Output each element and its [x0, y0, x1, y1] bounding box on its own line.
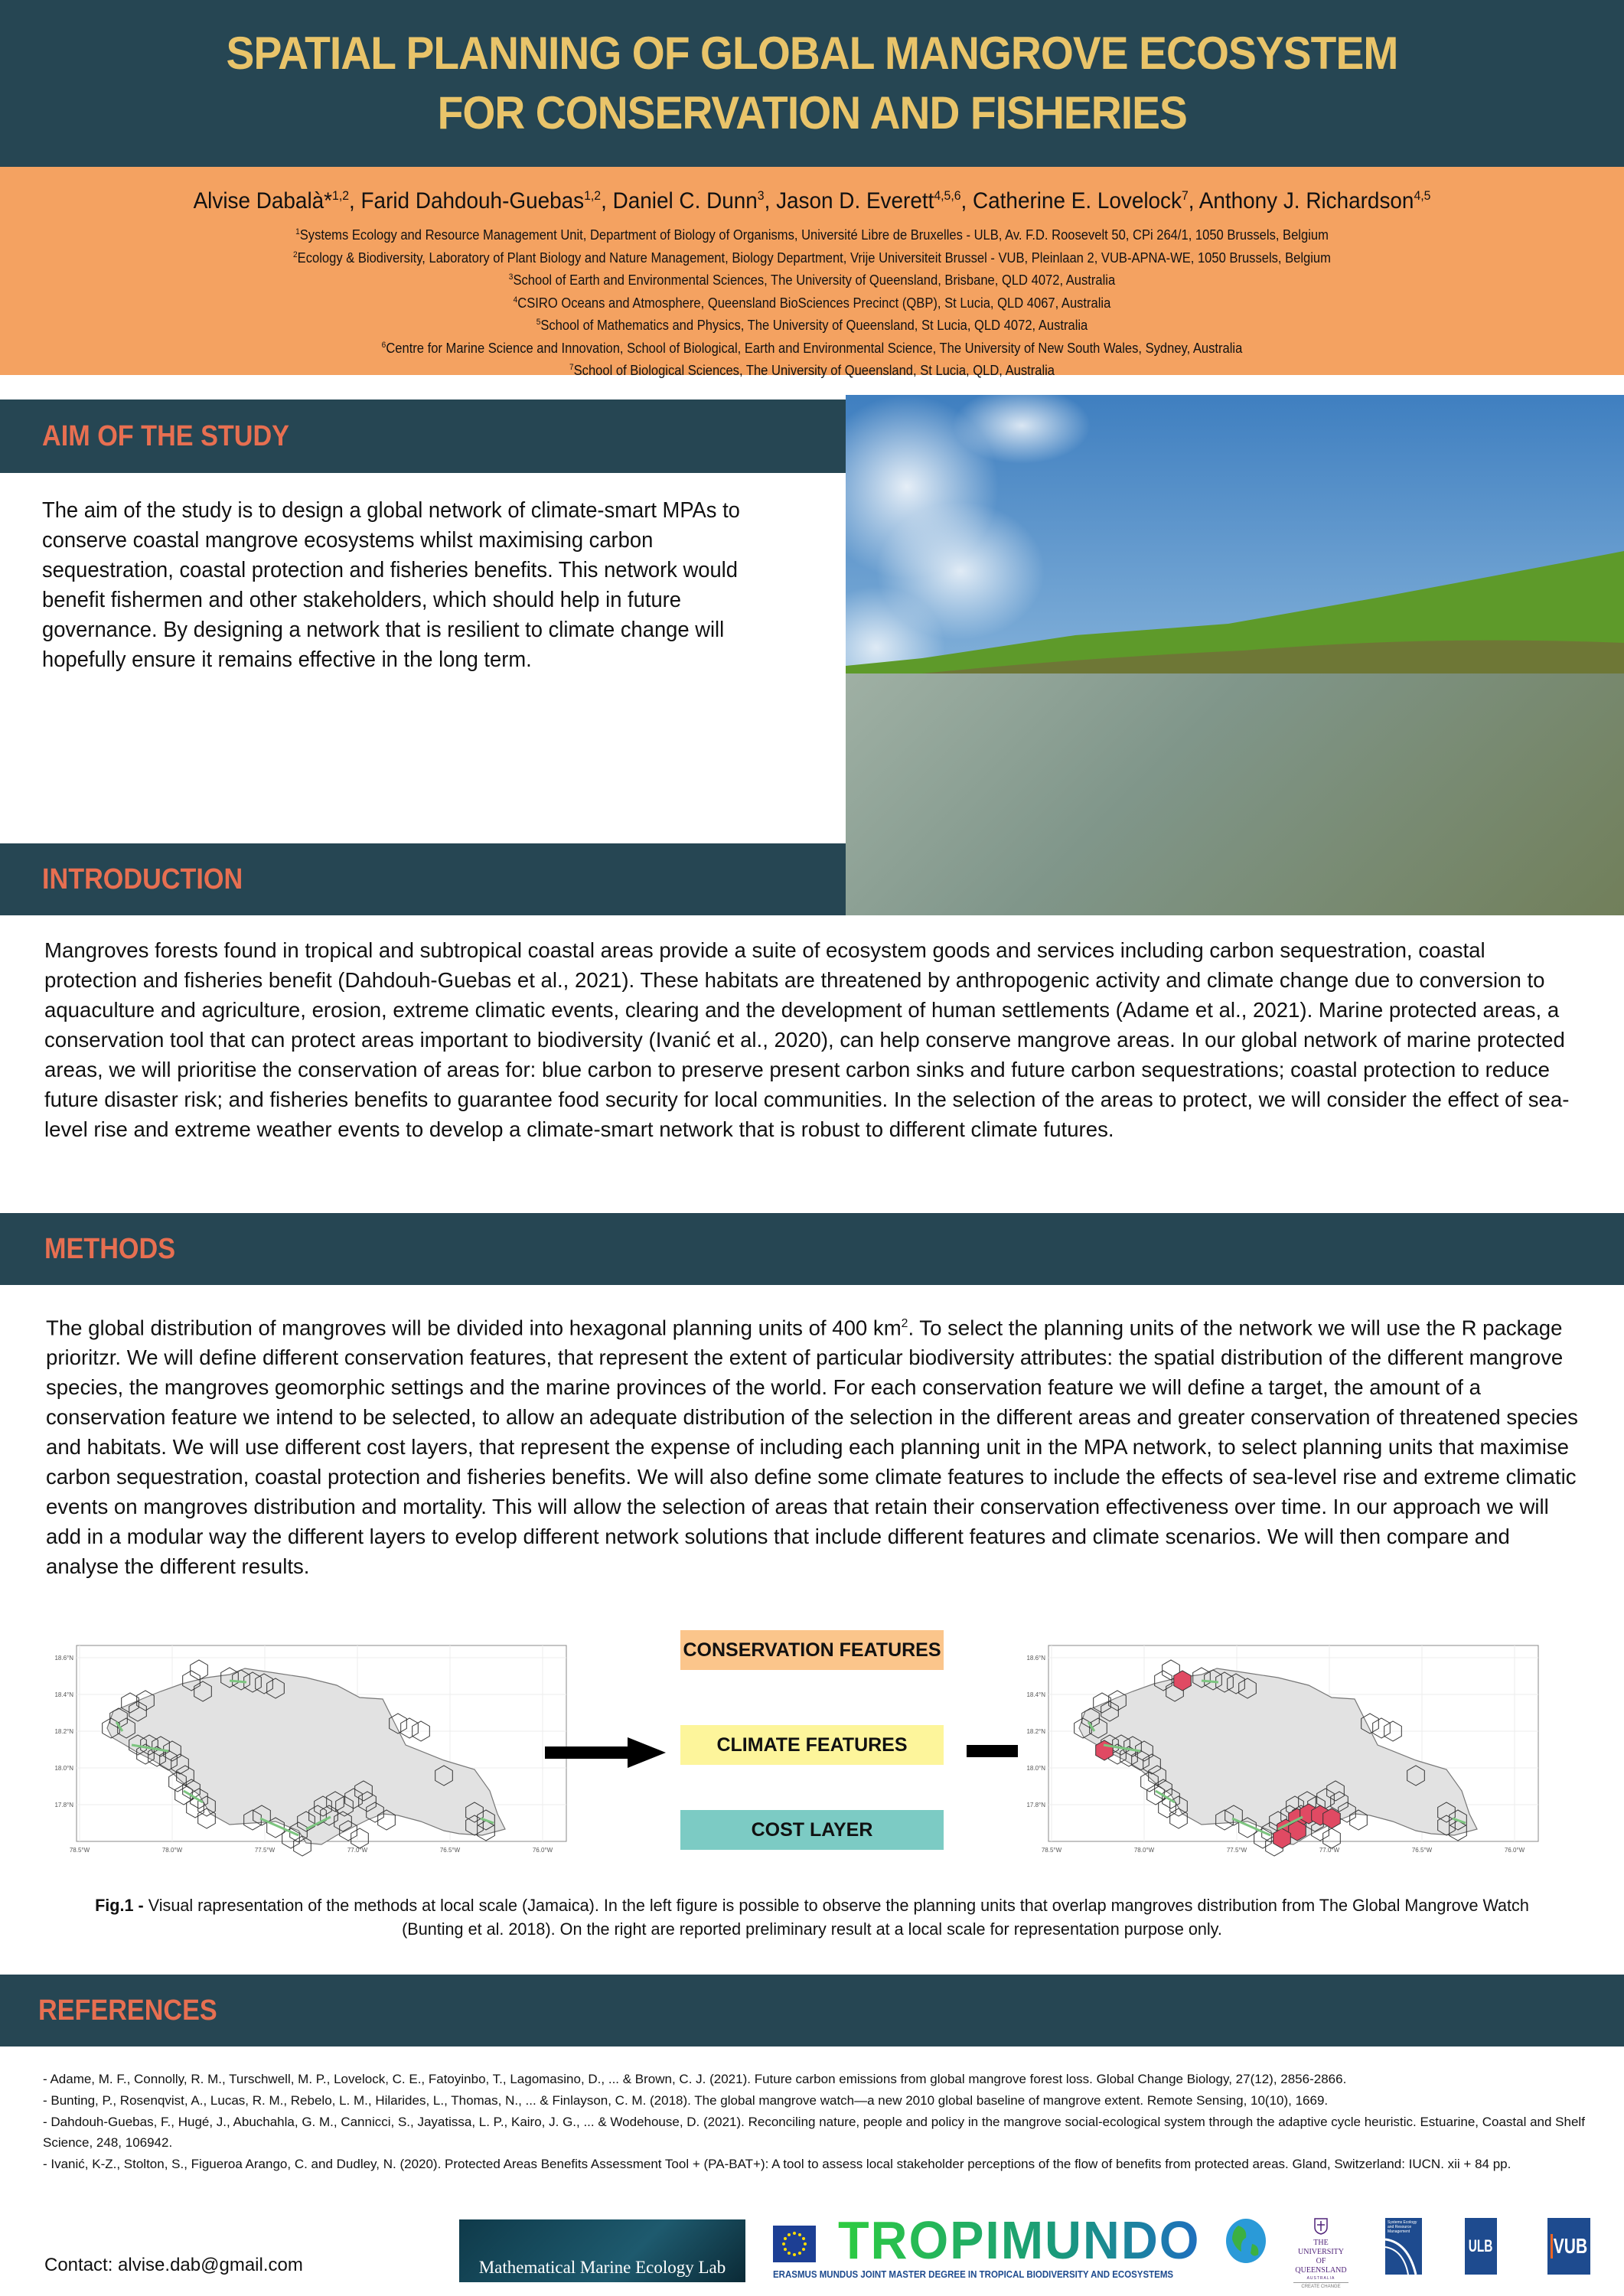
methods-text-part1: The global distribution of mangroves will be divided into hexagonal planning units of 400 km — [46, 1316, 902, 1340]
poster-title-line1: SPATIAL PLANNING OF GLOBAL MANGROVE ECOSYSTEM — [226, 28, 1398, 79]
affiliation — [65, 291, 1559, 314]
photo-shoreline — [846, 551, 1624, 689]
methods-heading-band — [0, 1213, 1624, 1285]
methods-text-sup: 2 — [901, 1317, 908, 1330]
author-affiliation-index: 7 — [1181, 188, 1189, 203]
map-x-tick-label: 78.0°W — [161, 1847, 183, 1854]
map-y-tick-label: 17.8°N — [54, 1802, 73, 1808]
map-left — [46, 1638, 582, 1860]
map-x-tick-label: 78.5°W — [1041, 1847, 1062, 1854]
affiliation-list — [0, 223, 1624, 381]
poster-title-line2: FOR CONSERVATION AND FISHERIES — [437, 87, 1187, 139]
affiliation — [65, 358, 1559, 381]
map-y-tick-label: 18.2°N — [1026, 1728, 1045, 1735]
globe-icon — [1225, 2218, 1267, 2264]
affiliation-text: School of Mathematics and Physics, The University of Queensland, St Lucia, QLD 4072, Australia — [540, 318, 1088, 333]
affiliation-index: 1 — [295, 227, 300, 236]
tropimundo-subtitle: ERASMUS MUNDUS JOINT MASTER DEGREE IN TROPICAL BIODIVERSITY AND ECOSYSTEMS — [773, 2269, 1174, 2280]
map-y-tick-label: 18.0°N — [54, 1765, 73, 1772]
reference-item: - Adame, M. F., Connolly, R. M., Turschwell, M. P., Lovelock, C. E., Fatoyinbo, T., Lagomasino, D., ... & Brown, C. J. (2021). Future carbon emissions from global mangrove forest loss. Global Change Biology, 27(12), 2856-2866. — [43, 2072, 1347, 2086]
arrow-right-icon — [545, 1737, 675, 1768]
university-of-queensland-logo — [1293, 2218, 1348, 2289]
introduction-heading: INTRODUCTION — [42, 863, 243, 895]
climate-features-box: CLIMATE FEATURES — [680, 1725, 944, 1765]
references-heading: REFERENCES — [38, 1994, 217, 2027]
author-affiliation-index: 4,5 — [1414, 188, 1431, 203]
affiliation-text: Ecology & Biodiversity, Laboratory of Plant Biology and Nature Management, Biology Department, Vrije Universiteit Brussel - VUB, Pleinlaan 2, VUB-APNA-WE, 1050 Brussels, Belgium — [297, 249, 1331, 266]
map-x-tick-label: 76.5°W — [439, 1847, 461, 1854]
affiliation — [65, 313, 1559, 336]
methods-heading: METHODS — [44, 1232, 175, 1265]
author-separator: , — [1188, 188, 1199, 214]
serm-logo — [1385, 2218, 1422, 2275]
reference-item: - Ivanić, K-Z., Stolton, S., Figueroa Arango, C. and Dudley, N. (2020). Protected Areas Benefits Assessment Tool + (PA-BAT+): A tool to assess local stakeholder perceptions of the flow of benefits from protected areas. Gland, Switzerland: IUCN. xii + 84 pp. — [43, 2157, 1511, 2171]
reference-item: - Dahdouh-Guebas, F., Hugé, J., Abuchahla, G. M., Cannicci, S., Jayatissa, L. P., Kairo, J. G., ... & Wodehouse, D. (2021). Reconciling nature, people and policy in the mangrove social-ecological system through the adaptive cycle heuristic. Estuarine, Coastal and Shelf Science, 248, 106942. — [43, 2115, 1585, 2150]
map-y-tick-label: 18.6°N — [54, 1655, 73, 1662]
uq-logo-line4: CREATE CHANGE — [1293, 2282, 1348, 2291]
methods-text-part2: . To select the planning units of the network we will use the R package prioritzr. We will define different conservation features, that represent the extent of particular biodiversity attributes: the spatial distribution of the different mangrove species, the mangroves geomorphic settings and the marine provinces of the world. For each conservation feature we will define a target, the amount of a conservation feature we intend to be selected, to allow an adequate distribution of the selection in the different areas and greater conservation of threatened species and habitats. We will use different cost layers, that represent the expense of including each planning unit in the MPA network, to select planning units that maximise carbon sequestration, coastal protection and fisheries benefits. We will also define some climate features to include the effects of sea-level rise and extreme climatic events on mangroves distribution and mortality. This will allow the selection of areas that retain their conservation effectiveness over time. In our approach we will add in a modular way the different layers to evelop different network solutions that include different features and climate scenarios. We will then compare and analyse the different results. — [46, 1316, 1578, 1579]
affiliation-text: School of Biological Sciences, The University of Queensland, St Lucia, QLD, Australia — [573, 363, 1055, 378]
map-x-tick-label: 76.0°W — [532, 1847, 553, 1854]
map-y-tick-label: 18.4°N — [1026, 1691, 1045, 1698]
contact-email: Contact: alvise.dab@gmail.com — [44, 2255, 303, 2275]
affiliation-index: 5 — [536, 318, 541, 327]
map-x-tick-label: 78.0°W — [1133, 1847, 1155, 1854]
figure-caption — [77, 1893, 1547, 1941]
photo-water-surface — [846, 673, 1624, 915]
map-y-tick-label: 18.4°N — [54, 1691, 73, 1698]
author-name: Farid Dahdouh-Guebas — [360, 188, 585, 214]
author-name: Jason D. Everett — [776, 188, 934, 214]
affiliation-text: Centre for Marine Science and Innovation, School of Biological, Earth and Environmental Science, The University of New South Wales, Sydney, Australia — [386, 340, 1243, 356]
ulb-logo — [1465, 2218, 1497, 2275]
map-x-tick-label: 77.5°W — [254, 1847, 276, 1854]
serm-logo-text: Systems Ecology and Resource Management — [1388, 2220, 1417, 2234]
affiliation-index: 2 — [293, 249, 298, 259]
mangrove-distribution — [1202, 1681, 1218, 1682]
affiliation-text: CSIRO Oceans and Atmosphere, Queensland BioSciences Precinct (QBP), St Lucia, QLD 4067, Australia — [517, 295, 1111, 311]
author-name: Anthony J. Richardson — [1198, 188, 1414, 214]
affiliation — [65, 336, 1559, 359]
ulb-logo-text: ULB — [1469, 2236, 1493, 2255]
introduction-heading-band — [0, 843, 846, 915]
tropimundo-logo — [838, 2210, 1244, 2270]
affiliation-index: 6 — [381, 340, 386, 350]
author-affiliation-index: 1,2 — [332, 188, 350, 203]
map-x-tick-label: 78.5°W — [69, 1847, 90, 1854]
author-name: Alvise Dabalà* — [193, 188, 333, 214]
figure-caption-label: Fig.1 - — [95, 1896, 148, 1915]
author-affiliation-index: 4,5,6 — [934, 188, 961, 203]
mmel-logo-text: Mathematical Marine Ecology Lab — [478, 2258, 726, 2277]
map-x-tick-label: 76.0°W — [1504, 1847, 1525, 1854]
author-affiliation-index: 1,2 — [584, 188, 602, 203]
affiliation-text: Systems Ecology and Resource Management Unit, Department of Biology of Organisms, Université Libre de Bruxelles - ULB, Av. F.D. Roosevelt 50, CPi 264/1, 1050 Brussels, Belgium — [299, 227, 1329, 243]
eu-flag-icon — [773, 2226, 816, 2262]
author-name: Daniel C. Dunn — [612, 188, 758, 214]
map-x-tick-label: 77.5°W — [1226, 1847, 1247, 1854]
author-list — [57, 181, 1567, 217]
author-separator: , — [960, 188, 973, 214]
map-right — [1018, 1638, 1554, 1860]
affiliation-index: 4 — [513, 295, 518, 305]
map-y-tick-label: 18.0°N — [1026, 1765, 1045, 1772]
map-x-tick-label: 77.0°W — [1319, 1847, 1340, 1854]
title-band — [0, 0, 1624, 167]
tropimundo-logo-text: TROPIMUNDO — [838, 2210, 1201, 2270]
affiliation-index: 3 — [508, 272, 514, 282]
introduction-text: Mangroves forests found in tropical and subtropical coastal areas provide a suite of ecosystem goods and services including carbon sequestration, coastal protection and fisheries benefit (Dahdouh-Guebas et al., 2021). These habitats are threatened by anthropogenic activity and climate change due to conversion to aquaculture and agriculture, erosion, extreme climatic events, clearing and the development of human settlements (Adame et al., 2021). Marine protected areas, a conservation tool that can protect areas important to biodiversity (Ivanić et al., 2020), can help conserve mangrove areas. In our global network of marine protected areas, we will prioritise the conservation of areas for: blue carbon to preserve present carbon sinks and future carbon sequestrations; coastal protection to reduce future disaster risk; and fisheries benefits to guarantee food security for local communities. In the selection of the areas to protect, we will consider the effect of sea-level rise and extreme weather events to develop a climate-smart network that is robust to different climate futures. — [44, 938, 1570, 1141]
vub-logo — [1547, 2218, 1590, 2275]
affiliation — [65, 246, 1559, 269]
map-y-tick-label: 18.6°N — [1026, 1655, 1045, 1662]
cost-layer-box: COST LAYER — [680, 1810, 944, 1850]
uq-logo-line2: OF QUEENSLAND — [1295, 2257, 1347, 2275]
affiliation — [65, 268, 1559, 291]
author-separator: , — [764, 188, 777, 214]
methods-text — [46, 1309, 1583, 1581]
author-band — [0, 167, 1624, 378]
author-affiliation-index: 3 — [757, 188, 765, 203]
conservation-features-box: CONSERVATION FEATURES — [680, 1630, 944, 1670]
aim-heading-band — [0, 400, 846, 473]
author-name: Catherine E. Lovelock — [973, 188, 1182, 214]
uq-logo-line3: AUSTRALIA — [1306, 2276, 1335, 2281]
uq-logo-line1: THE UNIVERSITY — [1298, 2239, 1344, 2256]
map-x-tick-label: 77.0°W — [347, 1847, 368, 1854]
references-heading-band — [0, 1975, 1624, 2047]
map-y-tick-label: 17.8°N — [1026, 1802, 1045, 1808]
mathematical-marine-ecology-lab-logo — [459, 2219, 745, 2282]
mangrove-distribution — [230, 1681, 246, 1682]
reference-item: - Bunting, P., Rosenqvist, A., Lucas, R. M., Rebelo, L. M., Hilarides, L., Thomas, N., ... & Finlayson, C. M. (2018). The global mangrove watch—a new 2010 global baseline of mangrove extent. Remote Sensing, 10(10), 1669. — [43, 2093, 1329, 2108]
reference-list — [43, 2069, 1604, 2175]
author-separator: , — [349, 188, 361, 214]
affiliation-index: 7 — [569, 363, 574, 372]
map-y-tick-label: 18.2°N — [54, 1728, 73, 1735]
map-x-tick-label: 76.5°W — [1411, 1847, 1433, 1854]
uq-crest-icon — [1314, 2218, 1328, 2235]
figure-caption-text: Visual rapresentation of the methods at local scale (Jamaica). In the left figure is possible to observe the planning units that overlap mangroves distribution from The Global Mangrove Watch (Bunting et al. 2018). On the right are reported preliminary result at a local scale for representation purpose only. — [148, 1896, 1529, 1939]
aim-heading: AIM OF THE STUDY — [42, 419, 290, 452]
affiliation — [65, 223, 1559, 246]
author-separator: , — [601, 188, 613, 214]
affiliation-text: School of Earth and Environmental Sciences, The University of Queensland, Brisbane, QLD 4072, Australia — [513, 272, 1116, 288]
aim-text: The aim of the study is to design a global network of climate-smart MPAs to conserve coastal mangrove ecosystems whilst maximising carbon sequestration, coastal protection and fisheries benefits. This network would benefit fishermen and other stakeholders, which should help in future governance. By designing a network that is resilient to climate change will hopefully ensure it remains effective in the long term. — [42, 498, 740, 672]
vub-logo-text: VUB — [1551, 2234, 1587, 2258]
